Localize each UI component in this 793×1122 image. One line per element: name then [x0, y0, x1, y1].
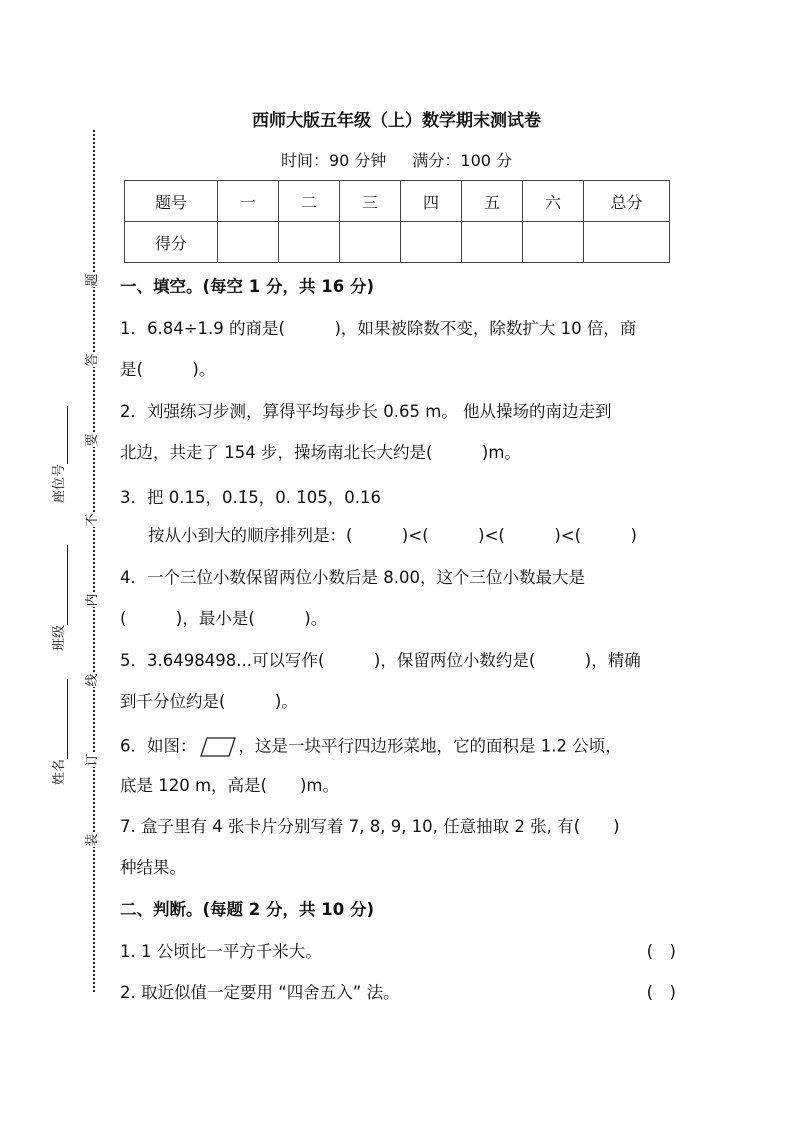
- score-cell[interactable]: [401, 222, 462, 263]
- question-line: ( )，最小是( )。: [120, 609, 328, 628]
- score-cell[interactable]: [218, 222, 279, 263]
- score-table-header: 一: [218, 181, 279, 222]
- question-line: 2．刘强练习步测，算得平均每步长 0.65 m。 他从操场的南边走到: [120, 402, 612, 421]
- question-6-text: ，这是一块平行四边形菜地，它的面积是 1.2 公顷，: [238, 736, 622, 756]
- question-line: 1．6.84÷1.9 的商是( )，如果被除数不变，除数扩大 10 倍，商: [120, 319, 637, 338]
- margin-char: 要: [85, 433, 100, 447]
- judge-item-text: 1. 1 公顷比一平方千米大。: [120, 942, 322, 961]
- page-title: 西师大版五年级（上）数学期末测试卷: [252, 111, 541, 131]
- question-line: 4．一个三位小数保留两位小数后是 8.00，这个三位小数最大是: [120, 568, 585, 587]
- question-6-prefix: 6．如图：: [120, 736, 197, 756]
- answer-paren[interactable]: ( ): [646, 942, 676, 961]
- margin-char: 不: [85, 513, 100, 527]
- score-table-header: 五: [462, 181, 523, 222]
- score-cell[interactable]: [523, 222, 584, 263]
- name-label: 姓名: [52, 758, 67, 785]
- margin-char: 内: [85, 593, 100, 607]
- question-line: 北边，共走了 154 步，操场南北长大约是( )m。: [120, 443, 521, 462]
- question-line: 5．3.6498498...可以写作( )，保留两位小数约是( )，精确: [120, 651, 641, 670]
- score-table: [124, 180, 670, 263]
- seat-number-field[interactable]: [52, 353, 68, 503]
- margin-char: 线: [85, 673, 100, 687]
- answer-paren[interactable]: ( ): [646, 983, 676, 1002]
- score-table-header: 六: [523, 181, 584, 222]
- score-table-header-row: [125, 181, 670, 222]
- score-info: 满分：100 分: [412, 151, 513, 170]
- score-table-header: 题号: [125, 181, 218, 222]
- score-cell[interactable]: [279, 222, 340, 263]
- exam-info: [0, 148, 793, 171]
- section2-heading: 二、判断。(每题 2 分，共 10 分): [120, 900, 375, 919]
- score-table-header: 二: [279, 181, 340, 222]
- margin-char: 装: [85, 833, 100, 847]
- time-info: 时间：90 分钟: [280, 151, 387, 170]
- class-field[interactable]: [52, 521, 68, 651]
- margin-char: 订: [85, 753, 100, 767]
- question-line: 按从小到大的顺序排列是：( )<( )<( )<( ): [148, 526, 637, 545]
- question-line: 3．把 0.15，0.1̇5，0. 1̇05̇，0.16: [120, 488, 381, 507]
- score-cell[interactable]: [340, 222, 401, 263]
- score-cell[interactable]: [462, 222, 523, 263]
- score-table-header: 总分: [584, 181, 670, 222]
- score-cell[interactable]: [584, 222, 670, 263]
- section1-heading: 一、填空。(每空 1 分，共 16 分): [120, 277, 375, 296]
- class-label: 班级: [52, 624, 67, 651]
- score-row-label: 得分: [125, 222, 218, 263]
- judge-item: [120, 982, 676, 1004]
- judge-item-text: 2. 取近似值一定要用 “四舍五入” 法。: [120, 983, 400, 1002]
- question-line: 到千分位约是( )。: [120, 692, 298, 711]
- score-table-header: 三: [340, 181, 401, 222]
- margin-char: 答: [85, 353, 100, 367]
- question-line: 7. 盒子里有 4 张卡片分别写着 7, 8, 9, 10, 任意抽取 2 张, 有( ): [120, 817, 620, 836]
- margin-char: 题: [85, 273, 100, 287]
- seat-number-label: 座位号: [52, 463, 67, 503]
- judge-item: [120, 941, 676, 963]
- question-line: 底是 120 m，高是( )m。: [120, 776, 340, 795]
- parallelogram-icon: [199, 735, 237, 759]
- score-table-score-row: [125, 222, 670, 263]
- score-table-header: 四: [401, 181, 462, 222]
- name-field[interactable]: [52, 655, 68, 785]
- binding-dotted-line: [93, 130, 95, 992]
- question-line: [120, 735, 622, 759]
- question-line: 种结果。: [120, 858, 186, 877]
- question-line: 是( )。: [120, 360, 216, 379]
